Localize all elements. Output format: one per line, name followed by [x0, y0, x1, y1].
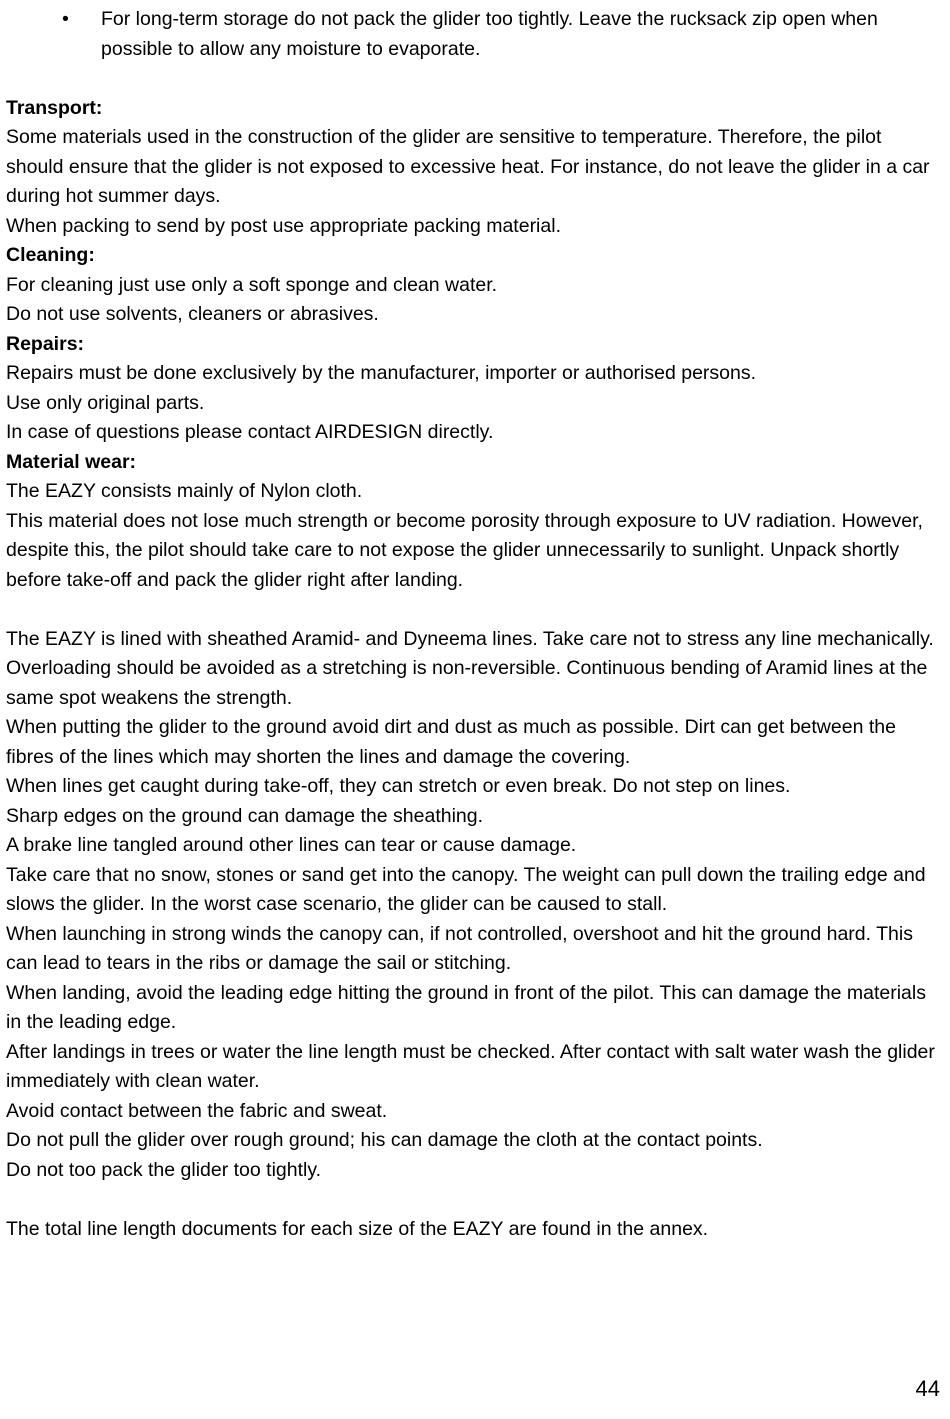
transport-paragraph: When packing to send by post use appropriate packing material. — [6, 214, 561, 237]
repairs-paragraph: In case of questions please contact AIRDESIGN directly. — [6, 421, 494, 443]
cleaning-section — [6, 241, 944, 330]
spacer — [6, 1185, 944, 1215]
page-number: 44 — [915, 1376, 940, 1401]
lines-paragraph: After landings in trees or water the line length must be checked. After contact with salt water wash the glider immediately with clean water. — [6, 1040, 935, 1092]
transport-heading: Transport: — [6, 96, 103, 119]
cleaning-paragraph: For cleaning just use only a soft sponge and clean water. — [6, 273, 498, 296]
closing-paragraph: The total line length documents for each size of the EAZY are found in the annex. — [6, 1217, 709, 1240]
lines-section — [6, 625, 944, 1186]
document-page — [6, 5, 944, 1244]
material-wear-heading: Material wear: — [6, 450, 137, 473]
lines-paragraph: When launching in strong winds the canopy can, if not controlled, overshoot and hit the ground hard. This can lead to tears in the ribs or damage the sail or stitching. — [6, 922, 913, 974]
cleaning-paragraph: Do not use solvents, cleaners or abrasives. — [6, 303, 379, 325]
lines-paragraph: Take care that no snow, stones or sand get into the canopy. The weight can pull down the trailing edge and slows the glider. In the worst case scenario, the glider can be caused to stall. — [6, 863, 926, 915]
repairs-heading: Repairs: — [6, 332, 85, 355]
lines-paragraph: When lines get caught during take-off, they can stretch or even break. Do not step on lines. — [6, 775, 791, 797]
lines-paragraph: Do not too pack the glider too tightly. — [6, 1158, 322, 1181]
lines-paragraph: Do not pull the glider over rough ground; his can damage the cloth at the contact points. — [6, 1129, 763, 1151]
lines-paragraph: When landing, avoid the leading edge hitting the ground in front of the pilot. This can damage the materials in the leading edge. — [6, 981, 926, 1033]
lines-paragraph: A brake line tangled around other lines can tear or cause damage. — [6, 834, 577, 856]
transport-paragraph: Some materials used in the construction of the glider are sensitive to temperature. Therefore, the pilot should ensure that the glider is not exposed to excessive heat. For instance, do not leave the glider in a car during hot summer days. — [6, 126, 930, 207]
lines-paragraph: The EAZY is lined with sheathed Aramid- and Dyneema lines. Take care not to stress any line mechanically. Overloading should be avoided as a stretching is non-reversible. Continuous bending of Aramid lines at the same spot weakens the strength. — [6, 627, 934, 709]
repairs-section — [6, 330, 944, 448]
lines-paragraph: Avoid contact between the fabric and sweat. — [6, 1099, 388, 1122]
storage-bullet-text: For long-term storage do not pack the glider too tightly. Leave the rucksack zip open when possible to allow any moisture to evaporate. — [101, 8, 878, 60]
repairs-paragraph: Use only original parts. — [6, 391, 205, 414]
repairs-paragraph: Repairs must be done exclusively by the manufacturer, importer or authorised persons. — [6, 362, 757, 384]
spacer — [6, 64, 944, 94]
material-wear-paragraph: The EAZY consists mainly of Nylon cloth. — [6, 480, 363, 502]
material-wear-paragraph: This material does not lose much strength or become porosity through exposure to UV radiation. However, despite this, the pilot should take care to not expose the glider unnecessarily to sunlight. Unpack shortly before take-off and pack the glider right after landing. — [6, 509, 923, 591]
storage-bullet-item — [6, 5, 944, 64]
lines-paragraph: Sharp edges on the ground can damage the sheathing. — [6, 804, 484, 827]
material-wear-section — [6, 448, 944, 596]
transport-section — [6, 94, 944, 242]
bullet-icon: • — [62, 8, 69, 30]
spacer — [6, 595, 944, 625]
cleaning-heading: Cleaning: — [6, 244, 95, 266]
lines-paragraph: When putting the glider to the ground avoid dirt and dust as much as possible. Dirt can get between the fibres of the lines which may shorten the lines and damage the covering. — [6, 716, 896, 768]
